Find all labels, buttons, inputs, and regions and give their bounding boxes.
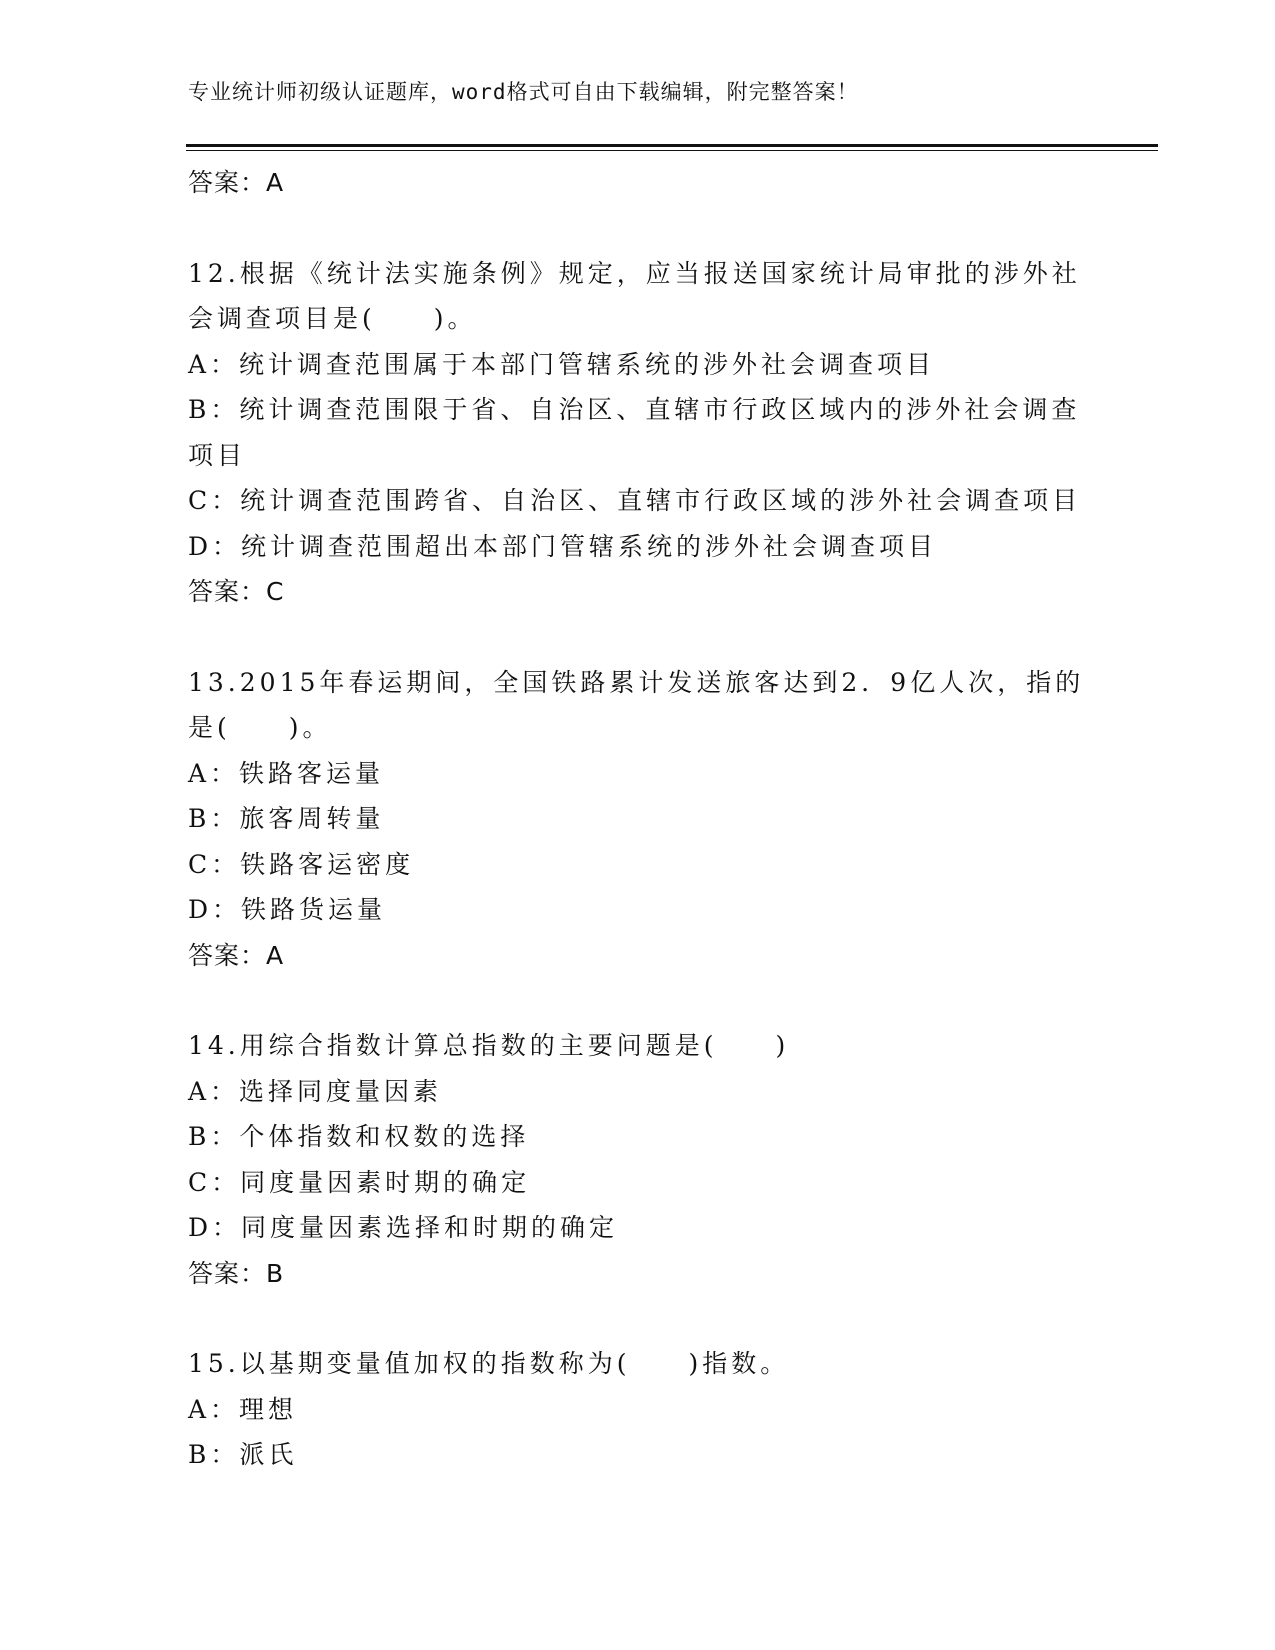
answer-line: 答案：A: [188, 940, 285, 970]
option-a: A：统计调查范围属于本部门管辖系统的涉外社会调查项目: [188, 349, 936, 379]
question-text: 是( )。: [188, 713, 332, 742]
question-15: [188, 1341, 1088, 1478]
option-b: B：个体指数和权数的选择: [188, 1122, 530, 1151]
option-a: A：选择同度量因素: [188, 1076, 443, 1106]
option-d: D：同度量因素选择和时期的确定: [188, 1213, 619, 1242]
header-rule-thin: [186, 150, 1158, 151]
header-rule-thick: [186, 144, 1158, 147]
option-c: C：铁路客运密度: [188, 849, 415, 879]
answer-line: 答案：A: [188, 168, 285, 197]
page-header-text: 专业统计师初级认证题库，word格式可自由下载编辑，附完整答案！: [188, 80, 859, 104]
question-text: 12.根据《统计法实施条例》规定，应当报送国家统计局审批的涉外社: [188, 258, 1081, 288]
option-a: A：理想: [188, 1394, 298, 1424]
question-text: 15.以基期变量值加权的指数称为( )指数。: [188, 1349, 790, 1378]
option-a: A：铁路客运量: [188, 758, 385, 788]
option-d: D：统计调查范围超出本部门管辖系统的涉外社会调查项目: [188, 531, 938, 561]
option-b-continued: 项目: [188, 440, 247, 470]
question-text: 会调查项目是( )。: [188, 304, 477, 333]
answer-line: 答案：C: [188, 577, 285, 606]
question-text: 14.用综合指数计算总指数的主要问题是( ): [188, 1031, 790, 1060]
block-gap: [188, 615, 1088, 660]
question-text: 13.2015年春运期间，全国铁路累计发送旅客达到2．9亿人次，指的: [188, 667, 1085, 697]
block-gap: [188, 1296, 1088, 1341]
answer-line: 答案：B: [188, 1258, 285, 1288]
question-list: [188, 160, 1088, 1478]
option-b: B：旅客周转量: [188, 804, 385, 833]
block-gap: [188, 978, 1088, 1023]
question-14: [188, 1023, 1088, 1296]
option-b: B：统计调查范围限于省、自治区、直辖市行政区域内的涉外社会调查: [188, 395, 1081, 424]
question-13: [188, 660, 1088, 979]
option-b: B：派氏: [188, 1440, 298, 1469]
option-c: C：统计调查范围跨省、自治区、直辖市行政区域的涉外社会调查项目: [188, 486, 1082, 515]
option-d: D：铁路货运量: [188, 895, 387, 924]
option-c: C：同度量因素时期的确定: [188, 1167, 531, 1197]
block-gap: [188, 206, 1088, 251]
question-12: [188, 251, 1088, 615]
